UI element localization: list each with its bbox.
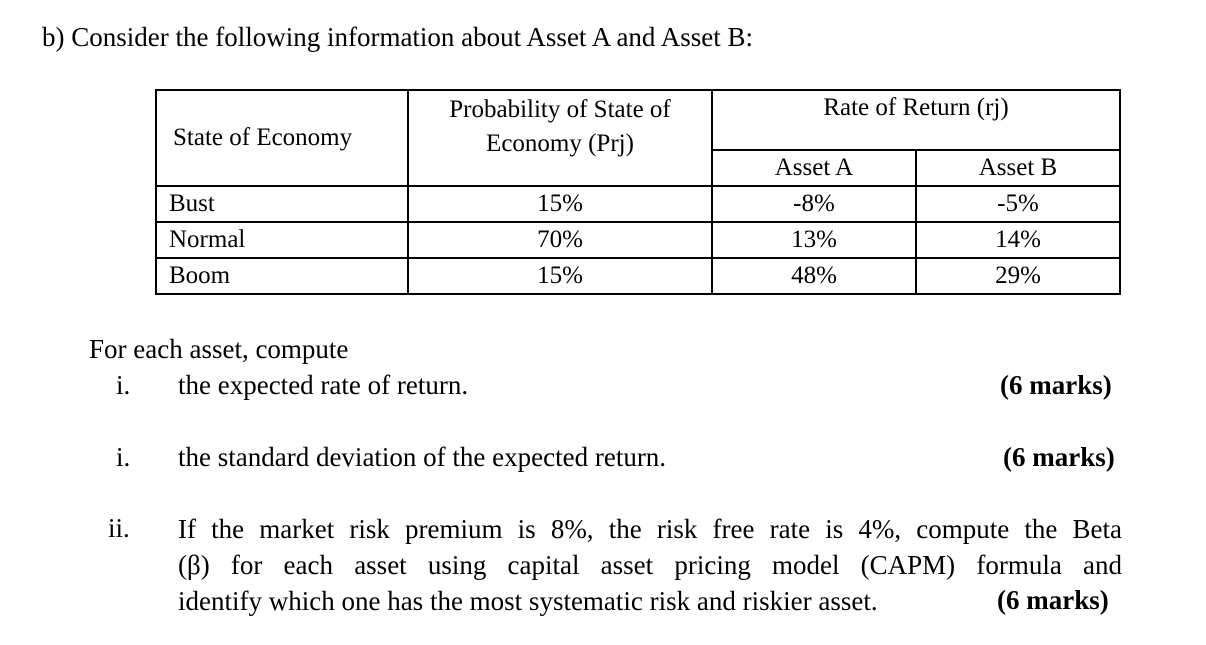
cell-prob: 70% xyxy=(408,222,712,258)
question-heading: b) Consider the following information about Asset A and Asset B: xyxy=(42,22,753,52)
item-3-line1: If the market risk premium is 8%, the risk free rate is 4%, compute the Beta xyxy=(178,514,1122,544)
header-probability xyxy=(408,90,712,186)
table-row xyxy=(156,222,1120,258)
cell-asset-a: 48% xyxy=(712,258,916,294)
intro-text: For each asset, compute xyxy=(89,334,349,364)
cell-prob: 15% xyxy=(408,258,712,294)
header-state-of-economy: State of Economy xyxy=(156,90,408,186)
asset-info-table xyxy=(155,89,1121,295)
header-asset-b: Asset B xyxy=(916,150,1120,186)
item-3-numeral: ii. xyxy=(108,513,130,543)
item-2-marks: (6 marks) xyxy=(1003,442,1115,472)
item-1-marks: (6 marks) xyxy=(1000,370,1112,400)
item-1-text: the expected rate of return. xyxy=(178,370,469,400)
cell-asset-a: 13% xyxy=(712,222,916,258)
item-2-text: the standard deviation of the expected return. xyxy=(178,442,667,472)
cell-asset-b: -5% xyxy=(916,186,1120,222)
table-row xyxy=(156,186,1120,222)
header-probability-line1: Probability of State of xyxy=(449,96,671,123)
header-rate-of-return: Rate of Return (rj) xyxy=(712,90,1120,150)
item-3-line2: (β) for each asset using capital asset pricing model (CAPM) formula and xyxy=(178,550,1122,580)
cell-state: Bust xyxy=(156,186,408,222)
item-3-paragraph xyxy=(178,511,1122,619)
cell-asset-a: -8% xyxy=(712,186,916,222)
cell-state: Normal xyxy=(156,222,408,258)
header-probability-line2: Economy (Prj) xyxy=(486,130,634,157)
cell-prob: 15% xyxy=(408,186,712,222)
item-2-numeral: i. xyxy=(116,442,131,472)
cell-asset-b: 14% xyxy=(916,222,1120,258)
table-row xyxy=(156,258,1120,294)
item-3-marks: (6 marks) xyxy=(997,585,1109,615)
cell-asset-b: 29% xyxy=(916,258,1120,294)
item-1-numeral: i. xyxy=(116,370,131,400)
item-3-line3: identify which one has the most systematic risk and riskier asset. xyxy=(178,586,878,616)
header-asset-a: Asset A xyxy=(712,150,916,186)
table-header-row xyxy=(156,90,1120,150)
cell-state: Boom xyxy=(156,258,408,294)
